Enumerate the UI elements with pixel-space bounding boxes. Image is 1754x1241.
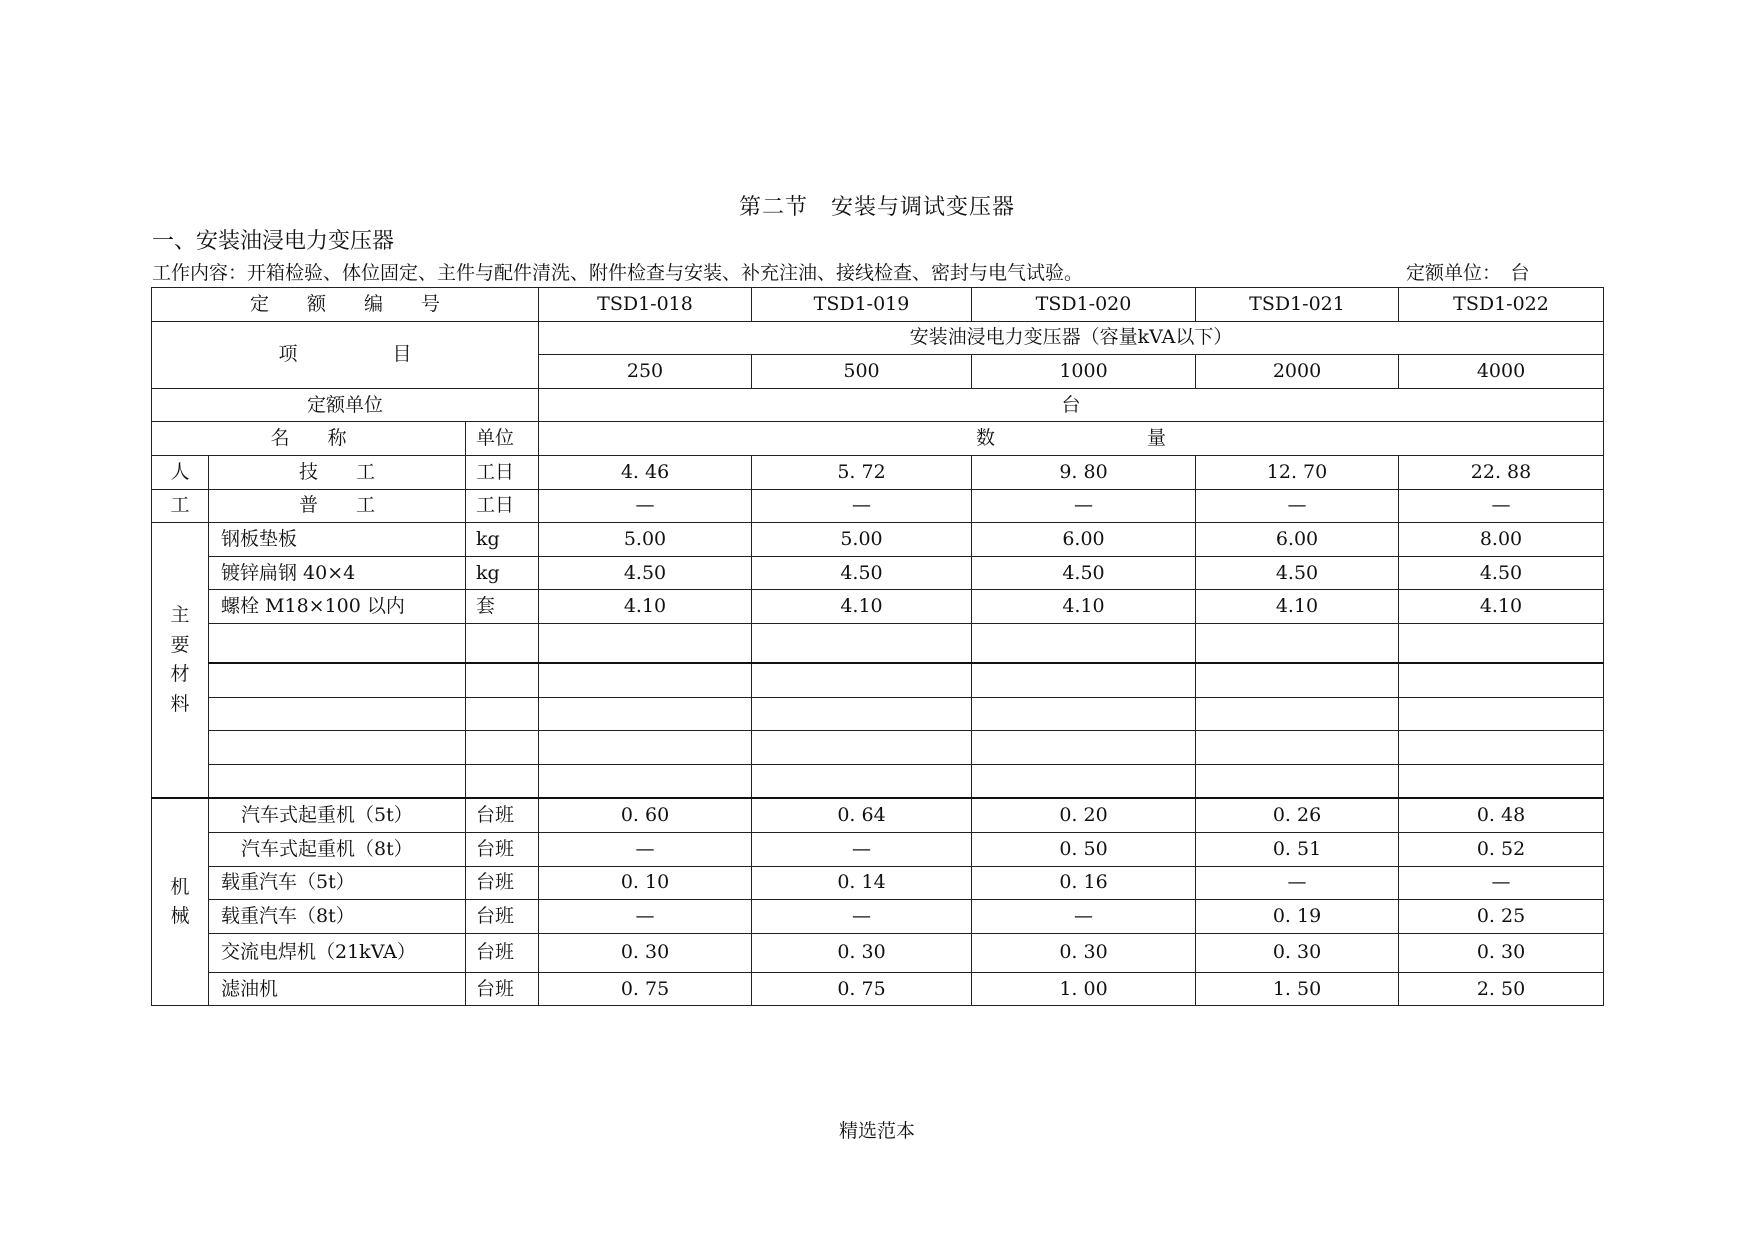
- value-cell: —: [539, 832, 752, 866]
- quota-table: [151, 287, 1604, 1006]
- value-cell: 0. 20: [972, 798, 1196, 832]
- material-row: [152, 523, 1604, 557]
- value-cell: 0. 10: [539, 866, 752, 900]
- value-cell: 0. 30: [1399, 933, 1604, 972]
- footer-label: 精选范本: [838, 1120, 915, 1142]
- value-cell: —: [1399, 866, 1604, 900]
- value-cell: 0. 50: [972, 832, 1196, 866]
- labor-group-char: 人: [152, 455, 209, 489]
- item-label: 项 目: [152, 321, 539, 388]
- machinery-row: [152, 832, 1604, 866]
- capacity-cell: 500: [752, 355, 972, 389]
- value-cell: 4.50: [972, 556, 1196, 590]
- value-cell: 0. 14: [752, 866, 972, 900]
- capacity-cell: 1000: [972, 355, 1196, 389]
- value-cell: 12. 70: [1196, 455, 1399, 489]
- value-cell: —: [752, 489, 972, 523]
- row-name: 交流电焊机（21kVA）: [209, 933, 466, 972]
- subsection-title: 一、安装油浸电力变压器: [152, 229, 395, 254]
- row-unit: 台班: [466, 972, 539, 1006]
- labor-group-char: 工: [152, 489, 209, 523]
- material-group-label: [152, 523, 209, 799]
- value-cell: 0. 19: [1196, 900, 1399, 934]
- value-cell: 4.10: [752, 590, 972, 624]
- machinery-row: [152, 900, 1604, 934]
- value-cell: 0. 25: [1399, 900, 1604, 934]
- code-label: 定 额 编 号: [152, 288, 539, 322]
- value-cell: —: [752, 900, 972, 934]
- value-cell: 0. 51: [1196, 832, 1399, 866]
- value-cell: —: [972, 489, 1196, 523]
- value-cell: 0. 60: [539, 798, 752, 832]
- machinery-group-char: 机: [170, 875, 190, 898]
- value-cell: 4.50: [1399, 556, 1604, 590]
- item-row: [152, 321, 1604, 355]
- row-name: 钢板垫板: [209, 523, 466, 557]
- value-cell: 0. 30: [539, 933, 752, 972]
- value-cell: 0. 64: [752, 798, 972, 832]
- unit-header: 单位: [466, 422, 539, 456]
- value-cell: 4.50: [539, 556, 752, 590]
- quantity-header: 数 量: [539, 422, 1604, 456]
- code-cell: TSD1-019: [752, 288, 972, 322]
- value-cell: 4.10: [539, 590, 752, 624]
- row-unit: 台班: [466, 866, 539, 900]
- row-unit: kg: [466, 523, 539, 557]
- value-cell: 22. 88: [1399, 455, 1604, 489]
- capacity-cell: 250: [539, 355, 752, 389]
- labor-row: [152, 455, 1604, 489]
- code-cell: TSD1-018: [539, 288, 752, 322]
- material-group-char: 材: [170, 663, 190, 686]
- machinery-group-label: [152, 798, 209, 1005]
- value-cell: 0. 48: [1399, 798, 1604, 832]
- row-unit: 台班: [466, 900, 539, 934]
- row-name: 普 工: [209, 489, 466, 523]
- value-cell: 5.00: [539, 523, 752, 557]
- value-cell: 0. 30: [1196, 933, 1399, 972]
- value-cell: —: [1196, 866, 1399, 900]
- value-cell: 0. 75: [752, 972, 972, 1006]
- row-name: 汽车式起重机（8t）: [209, 832, 466, 866]
- code-cell: TSD1-021: [1196, 288, 1399, 322]
- value-cell: —: [539, 489, 752, 523]
- machinery-row: [152, 933, 1604, 972]
- code-row: [152, 288, 1604, 322]
- item-desc: 安装油浸电力变压器（容量kVA以下）: [539, 321, 1604, 355]
- value-cell: 0. 16: [972, 866, 1196, 900]
- value-cell: —: [539, 900, 752, 934]
- row-name: 滤油机: [209, 972, 466, 1006]
- material-group-char: 料: [170, 692, 190, 715]
- code-cell: TSD1-022: [1399, 288, 1604, 322]
- empty-row: [152, 663, 1604, 697]
- name-header: 名 称: [152, 422, 466, 456]
- material-group-char: 主: [170, 604, 190, 627]
- value-cell: 6.00: [972, 523, 1196, 557]
- value-cell: 4.50: [1196, 556, 1399, 590]
- value-cell: 1. 50: [1196, 972, 1399, 1006]
- row-name: 技 工: [209, 455, 466, 489]
- row-name: 载重汽车（5t）: [209, 866, 466, 900]
- value-cell: —: [972, 900, 1196, 934]
- row-unit: 工日: [466, 455, 539, 489]
- value-cell: 1. 00: [972, 972, 1196, 1006]
- material-row: [152, 556, 1604, 590]
- capacity-cell: 4000: [1399, 355, 1604, 389]
- value-cell: 5.00: [752, 523, 972, 557]
- value-cell: 0. 30: [752, 933, 972, 972]
- header-row: [152, 422, 1604, 456]
- material-row: [152, 590, 1604, 624]
- unit-label: 定额单位: [152, 388, 539, 422]
- empty-row: [152, 697, 1604, 731]
- code-cell: TSD1-020: [972, 288, 1196, 322]
- material-group-char: 要: [170, 633, 190, 656]
- value-cell: 8.00: [1399, 523, 1604, 557]
- row-unit: 台班: [466, 798, 539, 832]
- row-unit: 台班: [466, 933, 539, 972]
- value-cell: —: [1196, 489, 1399, 523]
- empty-row: [152, 764, 1604, 798]
- capacity-cell: 2000: [1196, 355, 1399, 389]
- value-cell: 4. 46: [539, 455, 752, 489]
- machinery-row: [152, 798, 1604, 832]
- value-cell: 0. 52: [1399, 832, 1604, 866]
- value-cell: 2. 50: [1399, 972, 1604, 1006]
- quota-unit-label: 定额单位： 台: [1406, 262, 1530, 284]
- machinery-group-char: 械: [170, 905, 190, 928]
- row-unit: 台班: [466, 832, 539, 866]
- machinery-row: [152, 866, 1604, 900]
- row-name: 螺栓 M18×100 以内: [209, 590, 466, 624]
- unit-row: [152, 388, 1604, 422]
- row-name: 汽车式起重机（5t）: [209, 798, 466, 832]
- value-cell: —: [1399, 489, 1604, 523]
- value-cell: 4.10: [972, 590, 1196, 624]
- value-cell: 0. 75: [539, 972, 752, 1006]
- row-name: 载重汽车（8t）: [209, 900, 466, 934]
- machinery-row: [152, 972, 1604, 1006]
- value-cell: 5. 72: [752, 455, 972, 489]
- value-cell: 0. 30: [972, 933, 1196, 972]
- unit-value: 台: [539, 388, 1604, 422]
- value-cell: 9. 80: [972, 455, 1196, 489]
- value-cell: 4.10: [1399, 590, 1604, 624]
- value-cell: —: [752, 832, 972, 866]
- value-cell: 0. 26: [1196, 798, 1399, 832]
- row-name: 镀锌扁钢 40×4: [209, 556, 466, 590]
- row-unit: 套: [466, 590, 539, 624]
- value-cell: 4.50: [752, 556, 972, 590]
- value-cell: 6.00: [1196, 523, 1399, 557]
- section-title: 第二节 安装与调试变压器: [738, 195, 1015, 220]
- empty-row: [152, 731, 1604, 765]
- value-cell: 4.10: [1196, 590, 1399, 624]
- empty-row: [152, 623, 1604, 663]
- labor-row: [152, 489, 1604, 523]
- row-unit: kg: [466, 556, 539, 590]
- work-content: 工作内容：开箱检验、体位固定、主件与配件清洗、附件检查与安装、补充注油、接线检查、密封与电气试验。: [152, 262, 1084, 284]
- row-unit: 工日: [466, 489, 539, 523]
